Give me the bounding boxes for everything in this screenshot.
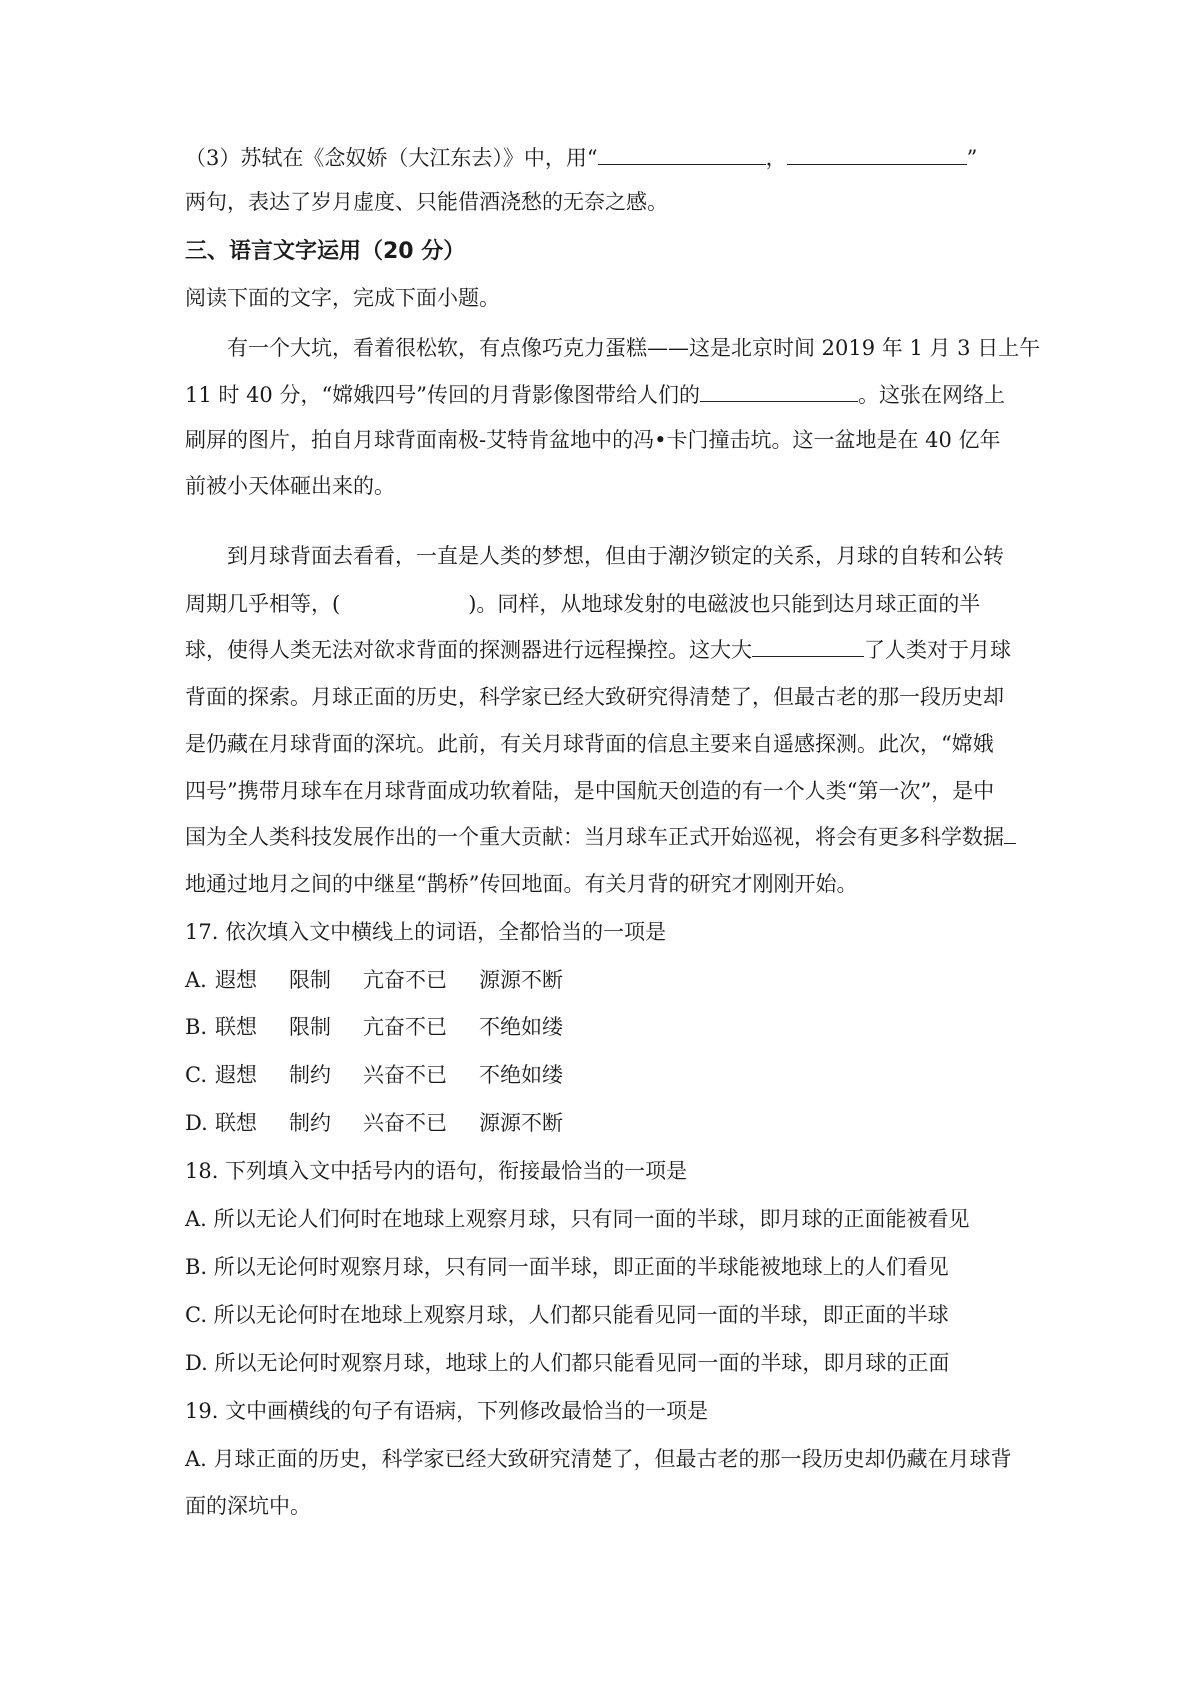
- q17-option-d[interactable]: [185, 1108, 1025, 1138]
- q3-line-2: 两句，表达了岁月虚度、只能借酒浇愁的无奈之感。: [185, 190, 668, 214]
- q18-option-b[interactable]: B. 所以无论何时观察月球，只有同一面半球，即正面的半球能被地球上的人们看见: [185, 1255, 949, 1279]
- q17-option-c[interactable]: [185, 1060, 1025, 1090]
- passage-p2-line-7: [185, 822, 1025, 852]
- passage-p2-line-2-b: )。同样，从地球发射的电磁波也只能到达月球正面的半: [468, 592, 981, 616]
- q3-blank-2[interactable]: [787, 144, 967, 165]
- passage-blank-3[interactable]: [1004, 823, 1016, 844]
- passage-p2-line-3: [185, 635, 1025, 665]
- passage-p1-line-3: 刷屏的图片，拍自月球背面南极-艾特肯盆地中的冯•卡门撞击坑。这一盆地是在 40 亿年: [185, 428, 1001, 452]
- passage-p1-line-2-a: 11 时 40 分，“嫦娥四号”传回的月背影像图带给人们的: [185, 383, 700, 407]
- option-word-4: 不绝如缕: [479, 1015, 563, 1039]
- passage-blank-1[interactable]: [700, 381, 858, 402]
- q18-option-a[interactable]: A. 所以无论人们何时在地球上观察月球，只有同一面的半球，即月球的正面能被看见: [185, 1207, 970, 1231]
- section-instruction: 阅读下面的文字，完成下面小题。: [185, 286, 500, 310]
- q3-separator: ，: [765, 146, 787, 170]
- q19-option-a-line-2[interactable]: 面的深坑中。: [185, 1494, 311, 1518]
- q17-option-b[interactable]: [185, 1012, 1025, 1042]
- option-word-4: 不绝如缕: [479, 1063, 563, 1087]
- q17-stem: 17. 依次填入文中横线上的词语，全都恰当的一项是: [185, 920, 667, 944]
- passage-p2-line-1: 到月球背面去看看，一直是人类的梦想，但由于潮汐锁定的关系，月球的自转和公转: [227, 544, 1004, 568]
- passage-blank-2[interactable]: [752, 636, 864, 657]
- passage-p2-line-3-b: 了人类对于月球: [864, 638, 1011, 662]
- q3-text-b: ”: [966, 146, 978, 170]
- option-word-2: 制约: [289, 1063, 331, 1087]
- option-word-1: 遐想: [215, 1063, 257, 1087]
- passage-p1-line-4: 前被小天体砸出来的。: [185, 474, 395, 498]
- option-word-3: 亢奋不已: [363, 1015, 447, 1039]
- option-word-2: 限制: [289, 1015, 331, 1039]
- option-label: D.: [185, 1111, 208, 1135]
- passage-p2-line-7-text: 国为全人类科技发展作出的一个重大贡献：当月球车正式开始巡视，将会有更多科学数据: [185, 825, 1004, 849]
- q19-option-a-line-1[interactable]: A. 月球正面的历史，科学家已经大致研究清楚了，但最古老的那一段历史却仍藏在月球背: [185, 1447, 1012, 1471]
- passage-p1-line-1: 有一个大坑，看着很松软，有点像巧克力蛋糕——这是北京时间 2019 年 1 月 3 日上午: [227, 336, 1041, 360]
- q18-option-c[interactable]: C. 所以无论何时在地球上观察月球，人们都只能看见同一面的半球，即正面的半球: [185, 1303, 949, 1327]
- option-word-1: 联想: [215, 1015, 257, 1039]
- q18-stem: 18. 下列填入文中括号内的语句，衔接最恰当的一项是: [185, 1159, 688, 1183]
- passage-p1-line-2: [185, 380, 1025, 410]
- passage-p2-line-2-a: 周期几乎相等，(: [185, 592, 341, 616]
- q19-stem: 19. 文中画横线的句子有语病，下列修改最恰当的一项是: [185, 1399, 709, 1423]
- q17-option-a[interactable]: [185, 965, 1025, 995]
- option-word-2: 限制: [289, 968, 331, 992]
- q18-option-d[interactable]: D. 所以无论何时观察月球，地球上的人们都只能看见同一面的半球，即月球的正面: [185, 1351, 950, 1375]
- passage-p2-line-4: 背面的探索。月球正面的历史，科学家已经大致研究得清楚了，但最古老的那一段历史却: [185, 685, 1004, 709]
- passage-p2-line-5: 是仍藏在月球背面的深坑。此前，有关月球背面的信息主要来自遥感探测。此次，“嫦娥: [185, 732, 994, 756]
- q3-blank-1[interactable]: [598, 144, 766, 165]
- option-label: A.: [185, 968, 207, 992]
- option-word-3: 兴奋不已: [363, 1111, 447, 1135]
- option-word-2: 制约: [289, 1111, 331, 1135]
- passage-p1-line-2-b: 。这张在网络上: [857, 383, 1005, 407]
- option-label: B.: [185, 1015, 208, 1039]
- option-word-1: 联想: [215, 1111, 257, 1135]
- option-word-4: 源源不断: [479, 968, 563, 992]
- q3-line-1: [185, 143, 1025, 173]
- option-word-3: 兴奋不已: [363, 1063, 447, 1087]
- option-word-4: 源源不断: [479, 1111, 563, 1135]
- option-word-3: 亢奋不已: [363, 968, 447, 992]
- section-title: 三、语言文字运用（20 分）: [185, 239, 466, 264]
- passage-p2-line-6: 四号”携带月球车在月球背面成功软着陆，是中国航天创造的有一个人类“第一次”，是中: [185, 779, 995, 803]
- option-word-1: 遐想: [215, 968, 257, 992]
- option-label: C.: [185, 1063, 207, 1087]
- passage-p2-line-3-a: 球，使得人类无法对欲求背面的探测器进行远程操控。这大大: [185, 638, 752, 662]
- q3-text-a: （3）苏轼在《念奴娇（大江东去）》中，用“: [185, 146, 598, 170]
- passage-p2-line-2: [185, 589, 1025, 619]
- passage-p2-line-8: 地通过地月之间的中继星“鹊桥”传回地面。有关月背的研究才刚刚开始。: [185, 872, 858, 896]
